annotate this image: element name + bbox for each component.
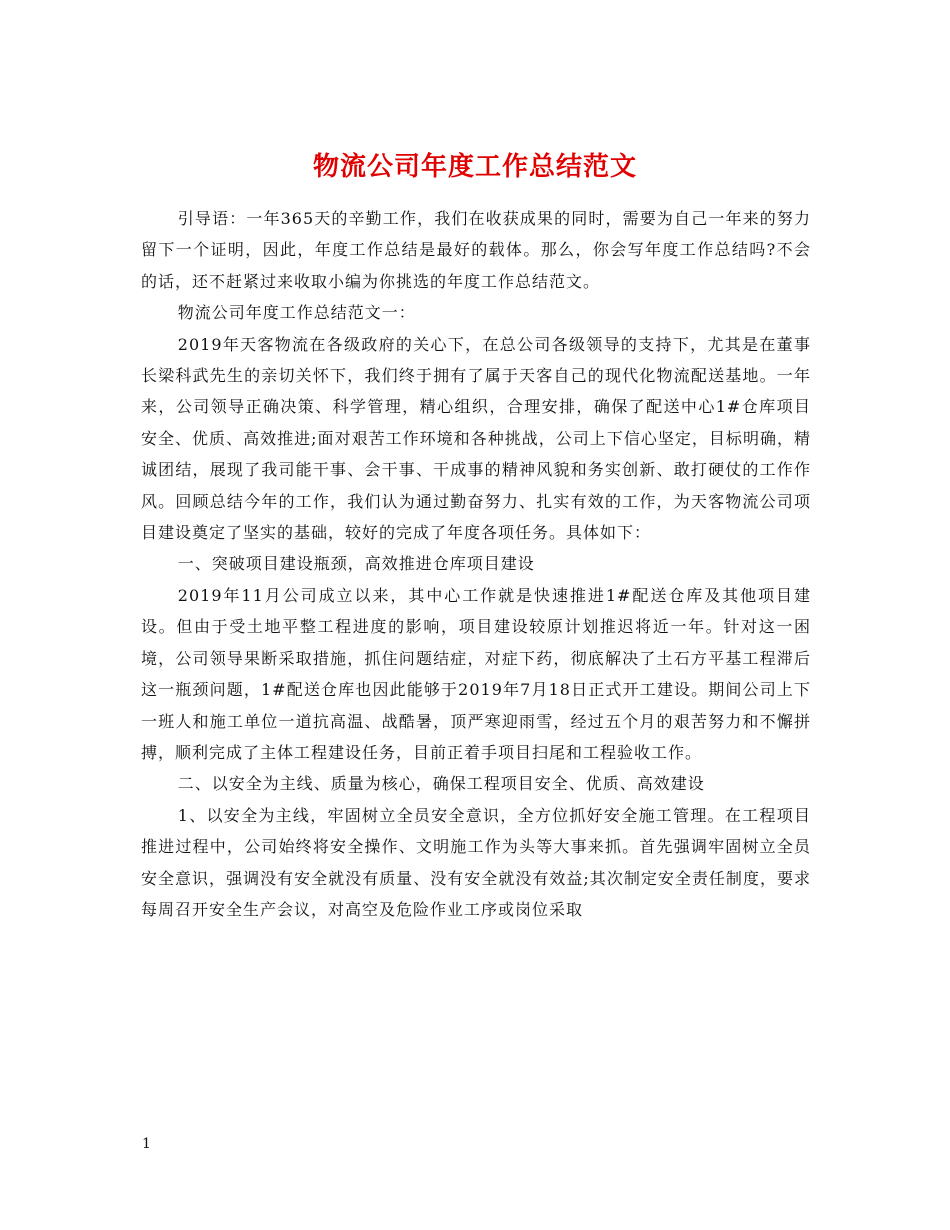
section-heading-1: 一、突破项目建设瓶颈，高效推进仓库项目建设	[177, 554, 535, 574]
section-heading-2: 二、以安全为主线、质量为核心，确保工程项目安全、优质、高效建设	[177, 774, 705, 794]
paragraph-overview: 2019年天客物流在各级政府的关心下，在总公司各级领导的支持下，尤其是在董事长梁科武先生的亲切关怀下，我们终于拥有了属于天客自己的现代化物流配送基地。一年来，公司领导正确决策、科学管理，精心组织，合理安排，确保了配送中心1#仓库项目安全、优质、高效推进;面对艰苦工作环境和各种挑战，公司上下信心坚定，目标明确，精诚团结，展现了我司能干事、会干事、干成事的精神风貌和务实创新、敢打硬仗的工作作风。回顾总结今年的工作，我们认为通过勤奋努力、扎实有效的工作，为天客物流公司项目建设奠定了坚实的基础，较好的完成了年度各项任务。具体如下：	[141, 334, 811, 543]
paragraph-safety: 1、以安全为主线，牢固树立全员安全意识，全方位抓好安全施工管理。在工程项目推进过程中，公司始终将安全操作、文明施工作为头等大事来抓。首先强调牢固树立全员安全意识，强调没有安全就没有质量、没有安全就没有效益;其次制定安全责任制度，要求每周召开安全生产会议，对高空及危险作业工序或岗位采取	[141, 805, 811, 919]
document-body	[141, 203, 811, 925]
page-number: 1	[142, 1136, 151, 1152]
paragraph-project: 2019年11月公司成立以来，其中心工作就是快速推进1#配送仓库及其他项目建设。但由于受土地平整工程进度的影响，项目建设较原计划推迟将近一年。针对这一困境，公司领导果断采取措施，抓住问题结症，对症下药，彻底解决了土石方平基工程滞后这一瓶颈问题，1#配送仓库也因此能够于2019年7月18日正式开工建设。期间公司上下一班人和施工单位一道抗高温、战酷暑，顶严寒迎雨雪，经过五个月的艰苦努力和不懈拼搏，顺利完成了主体工程建设任务，目前正着手项目扫尾和工程验收工作。	[141, 585, 811, 762]
paragraph-sample-heading: 物流公司年度工作总结范文一：	[177, 303, 416, 323]
paragraph-intro: 引导语：一年365天的辛勤工作，我们在收获成果的同时，需要为自己一年来的努力留下一个证明，因此，年度工作总结是最好的载体。那么，你会写年度工作总结吗?不会的话，还不赶紧过来收取小编为你挑选的年度工作总结范文。	[141, 209, 811, 291]
document-title: 物流公司年度工作总结范文	[312, 152, 637, 183]
